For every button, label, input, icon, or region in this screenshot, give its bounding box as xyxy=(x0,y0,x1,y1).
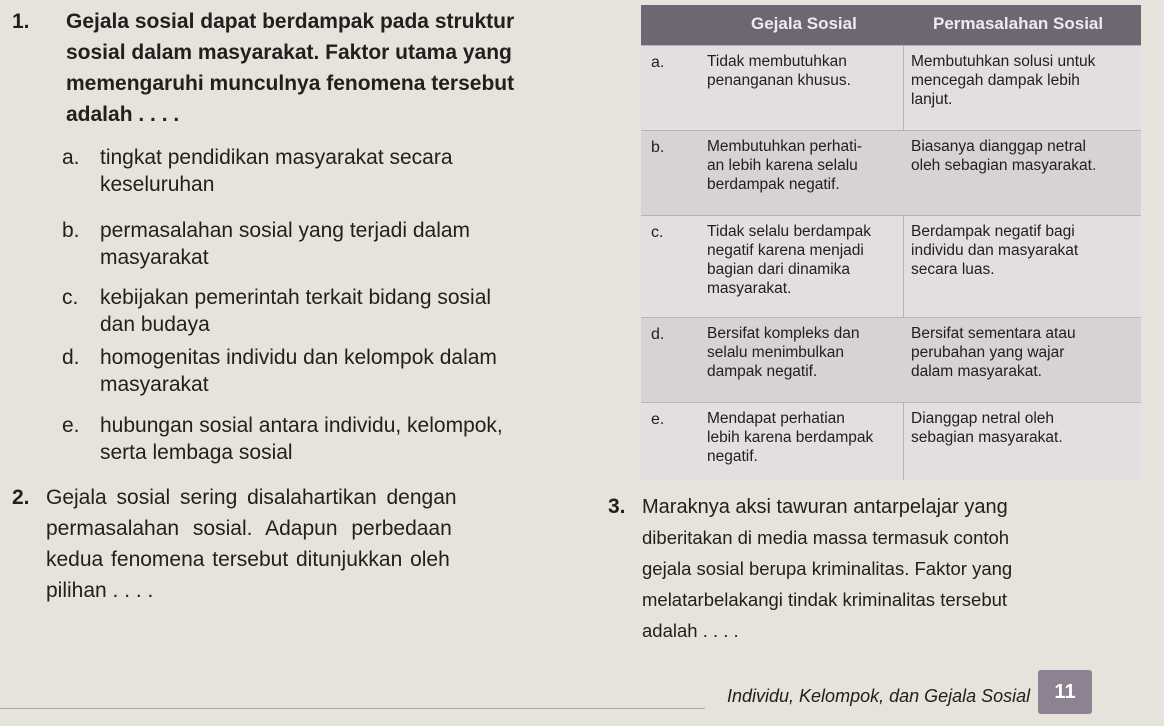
q3-line-2: diberitakan di media massa termasuk contoh xyxy=(642,527,1010,548)
cell-line: dampak negatif. xyxy=(707,363,818,380)
cell-line: negatif karena menjadi xyxy=(707,242,864,259)
cell-line: Berdampak negatif bagi xyxy=(911,223,1075,240)
cell-gejala xyxy=(707,324,897,381)
table-row[interactable] xyxy=(641,45,1141,131)
cell-line: negatif. xyxy=(707,448,758,465)
option-letter: d. xyxy=(62,346,80,369)
cell-gejala xyxy=(707,222,897,298)
q2-number: 2. xyxy=(12,486,30,509)
cell-gejala xyxy=(707,137,897,194)
option-line: homogenitas individu dan kelompok dalam xyxy=(100,346,497,369)
q3-line-4: melatarbelakangi tindak kriminalitas tersebut xyxy=(642,589,1008,610)
option-letter: b. xyxy=(62,219,80,242)
cell-line: berdampak negatif. xyxy=(707,176,840,193)
cell-line: mencegah dampak lebih xyxy=(911,72,1080,89)
cell-line: Bersifat kompleks dan xyxy=(707,325,860,342)
option-line: masyarakat xyxy=(100,246,209,269)
cell-line: perubahan yang wajar xyxy=(911,344,1065,361)
option-line: dan budaya xyxy=(100,313,210,336)
row-letter: a. xyxy=(651,54,665,71)
option-line: masyarakat xyxy=(100,373,209,396)
q1-number: 1. xyxy=(12,10,30,33)
q2-line-3: kedua fenomena tersebut ditunjukkan oleh xyxy=(46,548,450,571)
cell-line: Bersifat sementara atau xyxy=(911,325,1076,342)
row-letter: d. xyxy=(651,326,665,343)
cell-gejala xyxy=(707,52,897,90)
option-letter: a. xyxy=(62,146,80,169)
q1-option-d[interactable] xyxy=(62,345,622,405)
row-letter: e. xyxy=(651,411,665,428)
option-letter: c. xyxy=(62,286,79,309)
q1-option-a[interactable] xyxy=(62,145,622,205)
q1-option-b[interactable] xyxy=(62,218,622,278)
cell-line: sebagian masyarakat. xyxy=(911,429,1063,446)
option-line: kebijakan pemerintah terkait bidang sosial xyxy=(100,286,492,309)
chapter-title: Individu, Kelompok, dan Gejala Sosial xyxy=(727,686,1031,706)
option-line: serta lembaga sosial xyxy=(100,441,293,464)
q3-line-1: Maraknya aksi tawuran antarpelajar yang xyxy=(642,496,1008,518)
cell-line: Tidak membutuhkan xyxy=(707,53,847,70)
q2-line-4: pilihan . . . . xyxy=(46,579,154,602)
cell-line: penanganan khusus. xyxy=(707,72,851,89)
table-header xyxy=(641,5,1141,45)
cell-line: lanjut. xyxy=(911,91,953,108)
q3-line-5: adalah . . . . xyxy=(642,620,739,641)
cell-permasalahan xyxy=(911,52,1136,109)
q1-line-1: Gejala sosial dapat berdampak pada struktur xyxy=(66,10,515,33)
cell-permasalahan xyxy=(911,409,1136,447)
comparison-table xyxy=(641,5,1141,480)
cell-line: lebih karena berdampak xyxy=(707,429,874,446)
table-row[interactable] xyxy=(641,130,1141,216)
cell-line: bagian dari dinamika xyxy=(707,261,851,278)
q1-option-c[interactable] xyxy=(62,285,622,345)
cell-line: Dianggap netral oleh xyxy=(911,410,1055,427)
table-row[interactable] xyxy=(641,317,1141,403)
option-line: hubungan sosial antara individu, kelompok, xyxy=(100,414,503,437)
cell-line: selalu menimbulkan xyxy=(707,344,844,361)
cell-line: an lebih karena selalu xyxy=(707,157,858,174)
cell-line: Membutuhkan perhati- xyxy=(707,138,863,155)
cell-line: Mendapat perhatian xyxy=(707,410,845,427)
cell-line: oleh sebagian masyarakat. xyxy=(911,157,1097,174)
q1-line-4: adalah . . . . xyxy=(66,103,180,126)
option-line: tingkat pendidikan masyarakat secara xyxy=(100,146,453,169)
q1-line-3: memengaruhi munculnya fenomena tersebut xyxy=(66,72,515,95)
row-letter: c. xyxy=(651,224,664,241)
cell-line: secara luas. xyxy=(911,261,995,278)
option-letter: e. xyxy=(62,414,80,437)
table-row[interactable] xyxy=(641,215,1141,318)
footer-rule xyxy=(0,708,705,709)
q2-line-2: permasalahan sosial. Adapun perbedaan xyxy=(46,517,452,540)
page-number: 11 xyxy=(1038,670,1092,714)
cell-line: dalam masyarakat. xyxy=(911,363,1042,380)
cell-line: Membutuhkan solusi untuk xyxy=(911,53,1096,70)
cell-line: individu dan masyarakat xyxy=(911,242,1079,259)
cell-line: masyarakat. xyxy=(707,280,792,297)
cell-permasalahan xyxy=(911,324,1136,381)
option-line: keseluruhan xyxy=(100,173,215,196)
row-letter: b. xyxy=(651,139,665,156)
cell-permasalahan xyxy=(911,222,1136,279)
cell-line: Biasanya dianggap netral xyxy=(911,138,1086,155)
q3-line-3: gejala sosial berupa kriminalitas. Faktor yang xyxy=(642,558,1013,579)
header-permasalahan-sosial: Permasalahan Sosial xyxy=(933,14,1104,33)
header-gejala-sosial: Gejala Sosial xyxy=(751,14,857,33)
cell-line: Tidak selalu berdampak xyxy=(707,223,871,240)
cell-permasalahan xyxy=(911,137,1136,175)
option-line: permasalahan sosial yang terjadi dalam xyxy=(100,219,471,242)
cell-gejala xyxy=(707,409,897,466)
q2-line-1: Gejala sosial sering disalahartikan dengan xyxy=(46,486,457,509)
q1-line-2: sosial dalam masyarakat. Faktor utama yang xyxy=(66,41,512,64)
q3-number: 3. xyxy=(608,495,626,518)
table-row[interactable] xyxy=(641,402,1141,481)
q1-option-e[interactable] xyxy=(62,413,622,473)
